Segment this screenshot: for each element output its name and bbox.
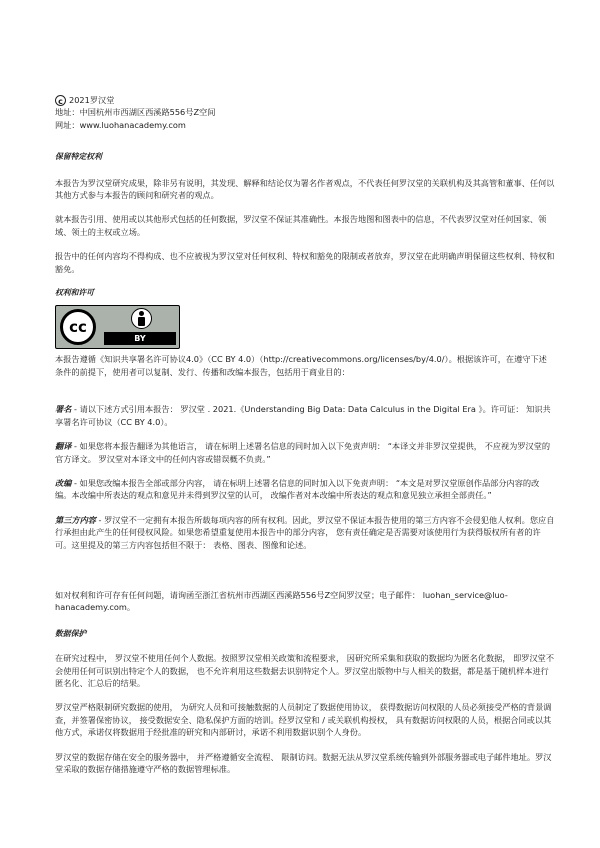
- website-line[interactable]: 网址：www.luohanacademy.com: [55, 119, 186, 130]
- copyright-icon: c: [55, 95, 66, 106]
- copyright-line: [55, 94, 555, 106]
- rights-paragraph-1: 本报告为罗汉堂研究成果，除非另有说明，其发现、解释和结论仅为署名作者观点，不代表任何罗汉堂的关联机构及其高管和董事、任何以其他方式参与本报告的顾问和研究者的观点。: [55, 177, 555, 201]
- copyright-text: 2021罗汉堂: [69, 95, 115, 105]
- license-contact: 如对权利和许可存有任何问题，请询函至浙江省杭州市西湖区西溪路556号Z空间罗汉堂；电子邮件： luohan_service@luo-hanacademy.com。: [55, 589, 508, 613]
- rights-paragraph-3: 报告中的任何内容均不得构成、也不应被视为罗汉堂对任何权利、特权和豁免的限制或者放弃，罗汉堂在此明确声明保留这些权利、特权和豁免。: [55, 251, 555, 274]
- rights-heading: 保留特定权利: [55, 152, 102, 162]
- cc-by-license-badge[interactable]: [55, 305, 180, 349]
- attribution-text: - 请以下述方式引用本报告： 罗汉堂 . 2021.《Understanding Big Data: Data Calculus in the Digital Era 》。许可证： 知识共享署名许可协议（CC BY 4.0）。: [55, 404, 551, 427]
- cc-logo-icon: cc: [60, 309, 96, 345]
- license-third-party: [55, 514, 555, 551]
- adaptation-lead: 改编: [55, 477, 72, 488]
- address-line: 地址：中国杭州市西湖区西溪路556号Z空间: [55, 107, 216, 118]
- rights-paragraph-2: 就本报告引用、使用或以其他形式包括的任何数据，罗汉堂不保证其准确性。本报告地图和图表中的信息，不代表罗汉堂对任何国家、领域、领土的主权或立场。: [55, 214, 547, 237]
- adaptation-text: - 如果您改编本报告全部或部分内容， 请在标明上述署名信息的同时加入以下免责声明： “本文是对罗汉堂原创作品部分内容的改编。本改编中所表达的观点和意见并未得到罗汉堂的认可， 改编作者对本改编中所表达的观点和意见独立承担全部责任。”: [55, 477, 540, 501]
- privacy-heading: 数据保护: [55, 628, 87, 638]
- license-heading: 权利和许可: [55, 288, 94, 298]
- privacy-paragraph-3: 罗汉堂的数据存储在安全的服务器中， 并严格遵循安全流程、 限制访问。数据无法从罗汉堂系统传输到外部服务器或电子邮件地址。罗汉堂采取的数据存储措施遵守严格的数据管理标准。: [55, 751, 552, 774]
- license-attribution: [55, 403, 555, 428]
- attribution-person-icon: [131, 308, 152, 329]
- translation-lead: 翻译: [55, 441, 72, 452]
- attribution-lead: 署名: [55, 404, 72, 415]
- copyright-page: [55, 94, 555, 775]
- privacy-paragraph-1: 在研究过程中， 罗汉堂不使用任何个人数据。按照罗汉堂相关政策和流程要求， 因研究所采集和获取的数据均为匿名化数据， 即罗汉堂不会使用任何可识别出特定个人的数据， 也不允许利用这些数据去识别特定个人。罗汉堂出版物中与人相关的数据，都是基于随机样本进行匿名化、汇总后的结果。: [55, 653, 555, 688]
- by-label: BY: [104, 332, 176, 345]
- license-translation: [55, 440, 555, 465]
- license-adaptation: [55, 477, 555, 502]
- third-party-lead: 第三方内容: [55, 514, 96, 525]
- third-party-text: - 罗汉堂不一定拥有本报告所载每项内容的所有权利。因此，罗汉堂不保证本报告使用的第三方内容不会侵犯他人权利。您应自行承担由此产生的任何侵权风险。如果您希望重复使用本报告中的部分内容， 您有责任确定是否需要对该使用行为获得版权所有者的许可。这里提及的第三方内容包括但不限于： 表格、图表、图像和论述。: [55, 514, 555, 550]
- translation-text: - 如果您将本报告翻译为其他语言， 请在标明上述署名信息的同时加入以下免责声明： “本译文并非罗汉堂提供， 不应视为罗汉堂的官方译文。 罗汉堂对本译文中的任何内容或错误概不负责。”: [55, 441, 551, 464]
- privacy-paragraph-2: 罗汉堂严格限制研究数据的使用， 为研究人员和可接触数据的人员制定了数据使用协议， 获得数据访问权限的人员必须接受严格的背景调查，并签署保密协议， 接受数据安全、隐私保护方面的培训。经罗汉堂和 / 或关联机构授权， 具有数据访问权限的人员，根据合同或以其他方式，承诺仅将数据用于经批准的研究和内部研讨，承诺不利用数据识别个人身份。: [55, 702, 552, 738]
- license-intro: 本报告遵循《知识共享署名许可协议4.0》（CC BY 4.0）（http://creativecommons.org/licenses/by/4.0/）。根据该许可，在遵守下述条件的前提下，使用者可以复制、发行、传播和改编本报告，包括用于商业目的：: [55, 354, 547, 377]
